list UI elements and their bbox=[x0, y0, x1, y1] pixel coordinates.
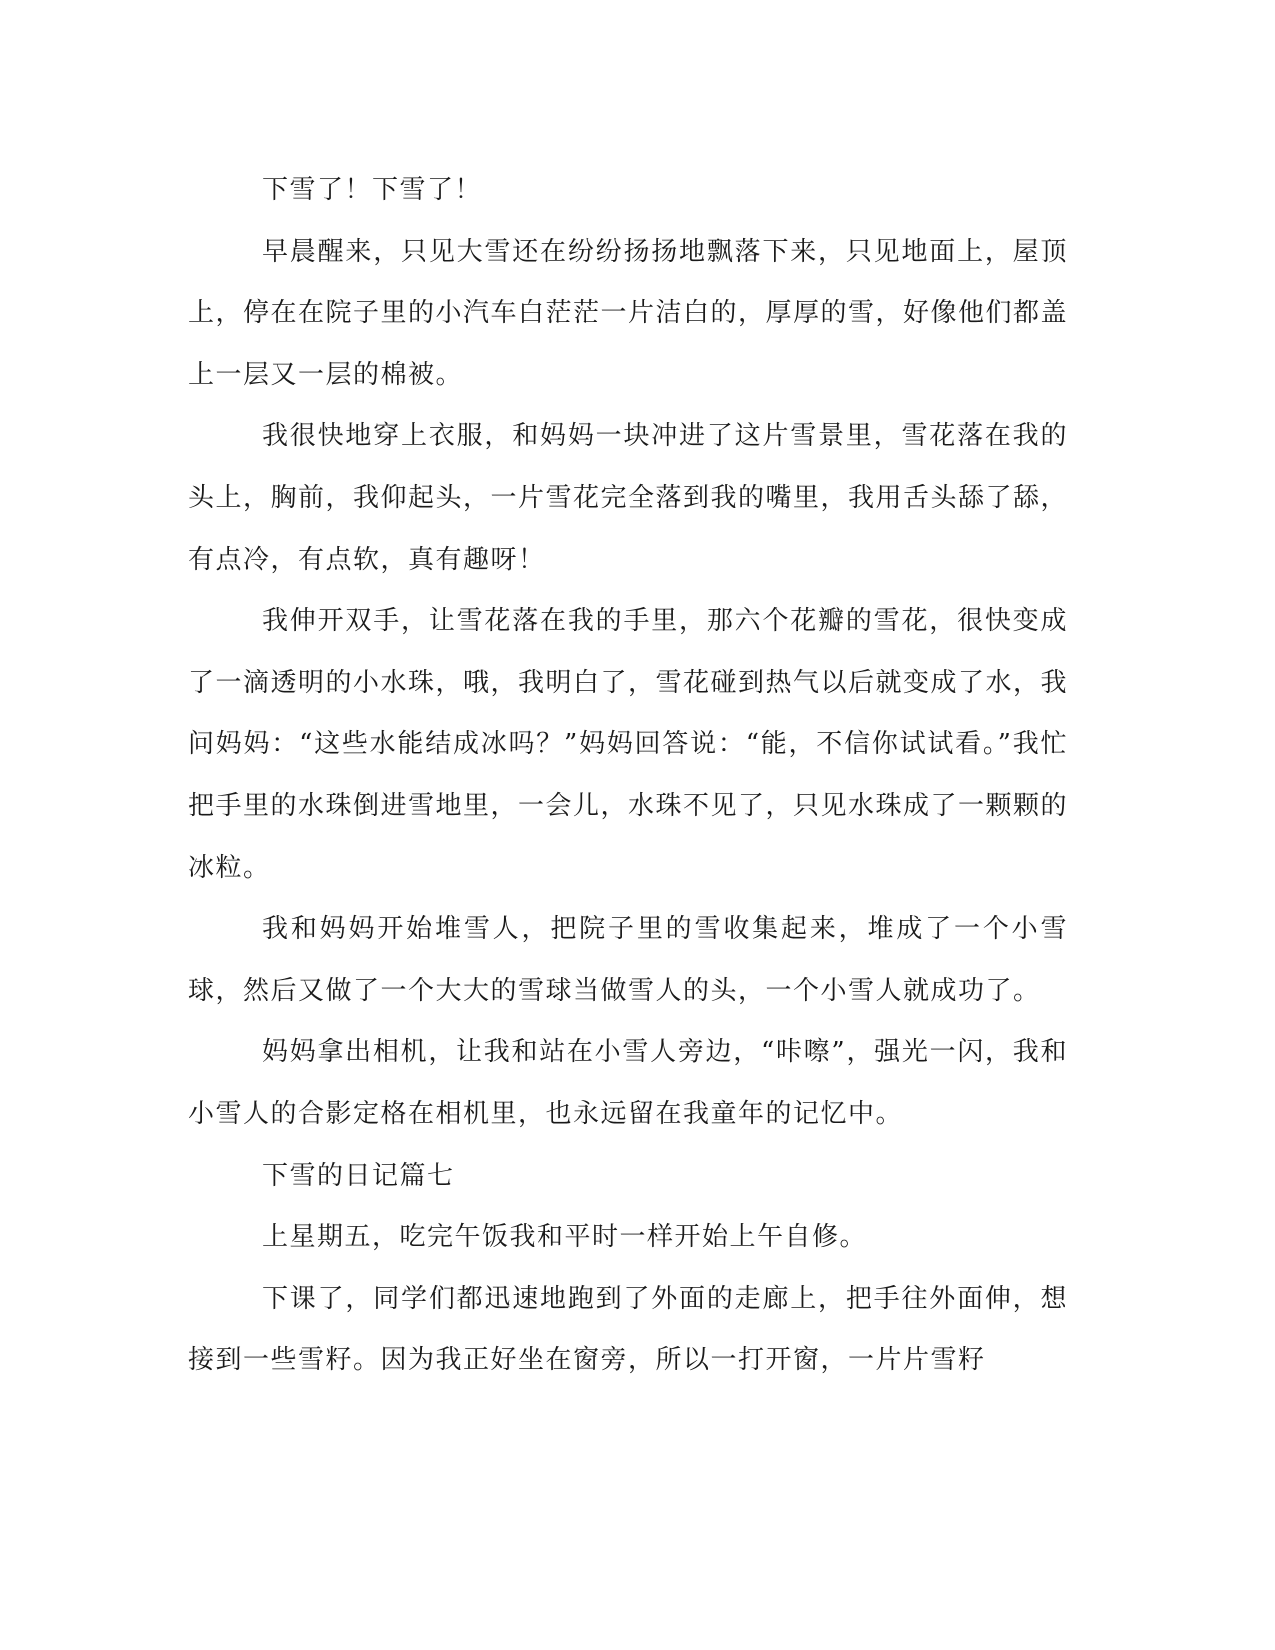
paragraph-7: 上星期五，吃完午饭我和平时一样开始上午自修。 bbox=[262, 1222, 868, 1253]
paragraph-1: 下雪了！下雪了！ bbox=[262, 175, 483, 205]
paragraph-6: 妈妈拿出相机，让我和站在小雪人旁边，“咔嚓”，强光一闪，我和小雪人的合影定格在相机里，也永远留在我童年的记忆中。 bbox=[188, 1037, 1068, 1129]
paragraph-8: 下课了，同学们都迅速地跑到了外面的走廊上，把手往外面伸，想接到一些雪籽。因为我正好坐在窗旁，所以一打开窗，一片片雪籽 bbox=[188, 1283, 1068, 1376]
paragraph-4: 我伸开双手，让雪花落在我的手里，那六个花瓣的雪花，很快变成了一滴透明的小水珠，哦，我明白了，雪花碰到热气以后就变成了水，我问妈妈：“这些水能结成冰吗？”妈妈回答说：“能，不信你试试看。”我忙把手里的水珠倒进雪地里，一会儿，水珠不见了，只见水珠成了一颗颗的冰粒。 bbox=[188, 606, 1069, 883]
paragraph-3: 我很快地穿上衣服，和妈妈一块冲进了这片雪景里，雪花落在我的头上，胸前，我仰起头，一片雪花完全落到我的嘴里，我用舌头舔了舔，有点冷，有点软，真有趣呀！ bbox=[188, 421, 1069, 575]
section-heading: 下雪的日记篇七 bbox=[262, 1160, 455, 1191]
paragraph-2: 早晨醒来，只见大雪还在纷纷扬扬地飘落下来，只见地面上，屋顶上，停在在院子里的小汽车白茫茫一片洁白的，厚厚的雪，好像他们都盖上一层又一层的棉被。 bbox=[188, 236, 1069, 390]
document-body bbox=[188, 160, 1068, 1392]
paragraph-5: 我和妈妈开始堆雪人，把院子里的雪收集起来，堆成了一个小雪球，然后又做了一个大大的雪球当做雪人的头，一个小雪人就成功了。 bbox=[188, 914, 1068, 1006]
